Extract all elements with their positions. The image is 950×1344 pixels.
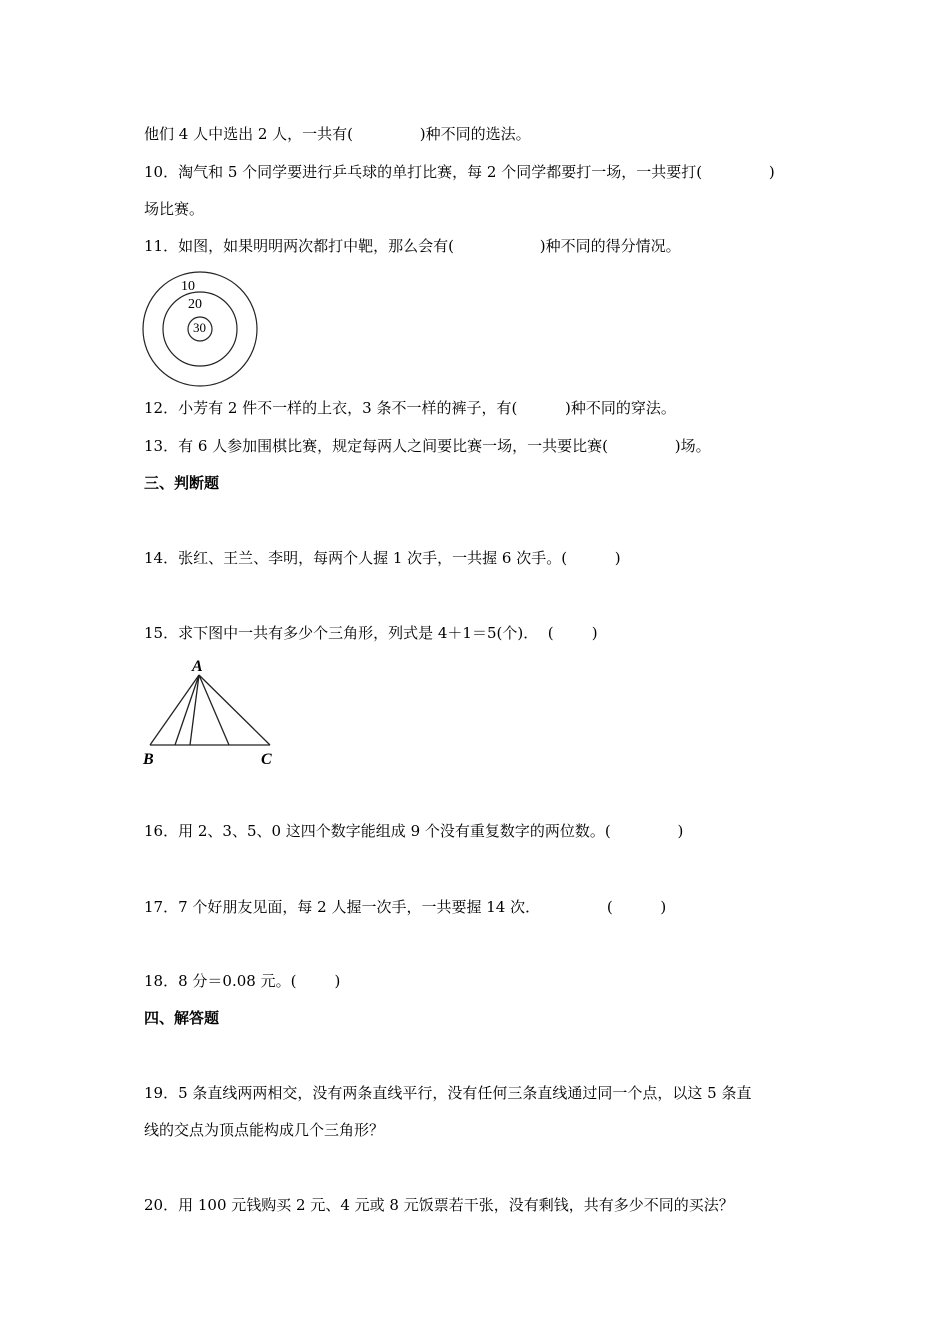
question-16: 16．用 2、3、5、0 这四个数字能组成 9 个没有重复数字的两位数。( ) bbox=[144, 822, 684, 840]
triangle-inner-line-1 bbox=[175, 675, 199, 745]
question-18: 18．8 分＝0.08 元。( ) bbox=[144, 972, 341, 990]
question-17: 17．7 个好朋友见面，每 2 人握一次手，一共要握 14 次． ( ) bbox=[144, 898, 667, 916]
section-4-title: 四、解答题 bbox=[144, 1009, 220, 1027]
question-13: 13．有 6 人参加围棋比赛，规定每两人之间要比赛一场，一共要比赛( )场。 bbox=[144, 437, 711, 455]
question-19-line-2: 线的交点为顶点能构成几个三角形？ bbox=[144, 1121, 385, 1139]
target-score-20: 20 bbox=[188, 297, 202, 312]
question-14: 14．张红、王兰、李明，每两个人握 1 次手，一共握 6 次手。( ) bbox=[144, 549, 621, 567]
question-20: 20．用 100 元钱购买 2 元、4 元或 8 元饭票若干张，没有剩钱，共有多少不同的买法？ bbox=[144, 1196, 734, 1214]
question-15: 15．求下图中一共有多少个三角形，列式是 4＋1＝5(个)． ( ) bbox=[144, 624, 598, 642]
target-score-10: 10 bbox=[181, 279, 195, 294]
vertex-label-b: B bbox=[143, 751, 154, 768]
question-11: 11．如图，如果明明两次都打中靶，那么会有( )种不同的得分情况。 bbox=[144, 237, 681, 255]
vertex-label-c: C bbox=[261, 751, 272, 768]
vertex-label-a: A bbox=[192, 658, 203, 675]
triangle-side-ac bbox=[199, 675, 270, 745]
question-10-line-1: 10．淘气和 5 个同学要进行乒乓球的单打比赛，每 2 个同学都要打一场，一共要打( ) bbox=[144, 163, 775, 181]
target-score-30: 30 bbox=[193, 320, 206, 335]
target-diagram bbox=[141, 273, 261, 385]
triangle-inner-line-3 bbox=[199, 675, 229, 745]
question-10-line-2: 场比赛。 bbox=[144, 200, 205, 218]
question-9-continuation: 他们 4 人中选出 2 人，一共有( )种不同的选法。 bbox=[144, 125, 531, 143]
question-12: 12．小芳有 2 件不一样的上衣，3 条不一样的裤子，有( )种不同的穿法。 bbox=[144, 399, 676, 417]
triangle-diagram bbox=[140, 656, 285, 768]
section-3-title: 三、判断题 bbox=[144, 474, 220, 492]
question-19-line-1: 19．5 条直线两两相交，没有两条直线平行，没有任何三条直线通过同一个点，以这 5 条直 bbox=[144, 1084, 752, 1102]
